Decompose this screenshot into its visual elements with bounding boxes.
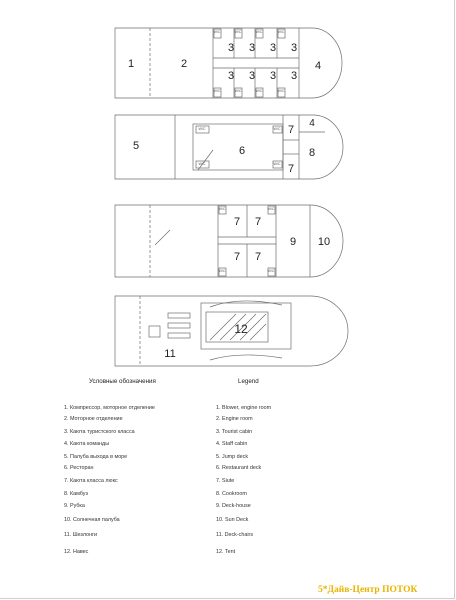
legend-item-en: 7. Siute	[216, 478, 235, 484]
legend-item-en: 2. Engine room	[216, 416, 253, 422]
deck-2-partitions	[175, 115, 325, 179]
area-label-zone-7d: 7	[254, 251, 262, 263]
wc-label: W/C	[213, 89, 221, 93]
deck-4-details	[140, 296, 291, 366]
area-label-zone-3-top-3: 3	[269, 42, 277, 54]
area-label-zone-3-top-4: 3	[290, 42, 298, 54]
legend-item-en: 4. Staff cabin	[216, 441, 248, 447]
legend-item-en: 1. Blower, engine room	[216, 405, 272, 411]
deck-3-outline	[115, 205, 343, 277]
legend-heading-en: Legend	[238, 378, 259, 385]
wc-label: W/C	[273, 127, 281, 131]
area-label-zone-6: 6	[238, 145, 246, 157]
area-label-zone-3-top-2: 3	[248, 42, 256, 54]
legend-item-en: 8. Cookroom	[216, 491, 247, 497]
wc-label: W/C	[218, 269, 226, 273]
area-label-zone-11: 11	[164, 348, 176, 360]
legend-item-ru: 1. Компрессор, моторное отделение	[64, 405, 155, 411]
area-label-zone-7-bot: 7	[287, 163, 295, 175]
area-label-zone-2: 2	[180, 58, 188, 70]
wc-label: W/C	[273, 162, 281, 166]
area-label-zone-9: 9	[289, 236, 297, 248]
area-label-zone-7b: 7	[254, 216, 262, 228]
deck-3-partitions	[150, 205, 310, 277]
brand-watermark: 5*Дайв-Центр ПОТОК	[318, 585, 418, 595]
legend-item-en: 5. Jump deck	[216, 454, 249, 460]
wc-label: W/C	[255, 30, 263, 34]
legend-item-en: 6. Restaurant deck	[216, 465, 262, 471]
deck-1-outline	[115, 28, 342, 98]
legend-item-ru: 12. Навес	[64, 549, 89, 555]
legend-item-ru: 8. Камбуз	[64, 491, 88, 497]
area-label-zone-4b: 4	[309, 118, 315, 129]
area-label-zone-8: 8	[308, 147, 316, 159]
area-label-zone-10: 10	[317, 236, 331, 248]
area-label-zone-4: 4	[314, 60, 322, 72]
deck-1-partitions	[150, 28, 299, 98]
legend-item-ru: 3. Каюта туристского класса	[64, 429, 135, 435]
area-label-zone-3-bot-1: 3	[227, 70, 235, 82]
wc-label: W/C	[198, 127, 206, 131]
wc-label: W/C	[267, 207, 275, 211]
legend-item-ru: 11. Шезлонги	[64, 532, 97, 538]
area-label-zone-7c: 7	[233, 251, 241, 263]
legend-item-en: 12. Tent	[216, 549, 236, 555]
wc-label: W/C	[198, 162, 206, 166]
legend-item-en: 9. Deck-house	[216, 503, 251, 509]
area-label-zone-7a: 7	[233, 216, 241, 228]
legend-item-ru: 7. Каюта класса люкс	[64, 478, 118, 484]
area-label-zone-12: 12	[234, 322, 248, 336]
area-label-zone-3-top-1: 3	[227, 42, 235, 54]
area-label-zone-1: 1	[127, 58, 135, 70]
area-label-zone-3-bot-3: 3	[269, 70, 277, 82]
wc-label: W/C	[213, 30, 221, 34]
legend-item-ru: 9. Рубка	[64, 503, 85, 509]
legend-item-en: 10. Sun Deck	[216, 517, 249, 523]
area-label-zone-3-bot-2: 3	[248, 70, 256, 82]
area-label-zone-3-bot-4: 3	[290, 70, 298, 82]
wc-label: W/C	[277, 30, 285, 34]
wc-label: W/C	[218, 207, 226, 211]
legend-item-ru: 2. Моторное отделение	[64, 416, 123, 422]
legend-item-ru: 5. Палуба выхода в море	[64, 454, 128, 460]
area-label-zone-7-top: 7	[287, 124, 295, 136]
legend-item-en: 11. Deck-chairs	[216, 532, 254, 538]
wc-label: W/C	[277, 89, 285, 93]
wc-label: W/C	[267, 269, 275, 273]
legend-item-ru: 4. Каюта команды	[64, 441, 110, 447]
legend-item-ru: 10. Солнечная палуба	[64, 517, 120, 523]
wc-label: W/C	[234, 30, 242, 34]
legend-heading-ru: Условные обозначения	[89, 378, 156, 385]
area-label-zone-5: 5	[132, 140, 140, 152]
wc-label: W/C	[255, 89, 263, 93]
wc-label: W/C	[234, 89, 242, 93]
legend-item-ru: 6. Ресторан	[64, 465, 94, 471]
legend-item-en: 3. Tourist cabin	[216, 429, 253, 435]
